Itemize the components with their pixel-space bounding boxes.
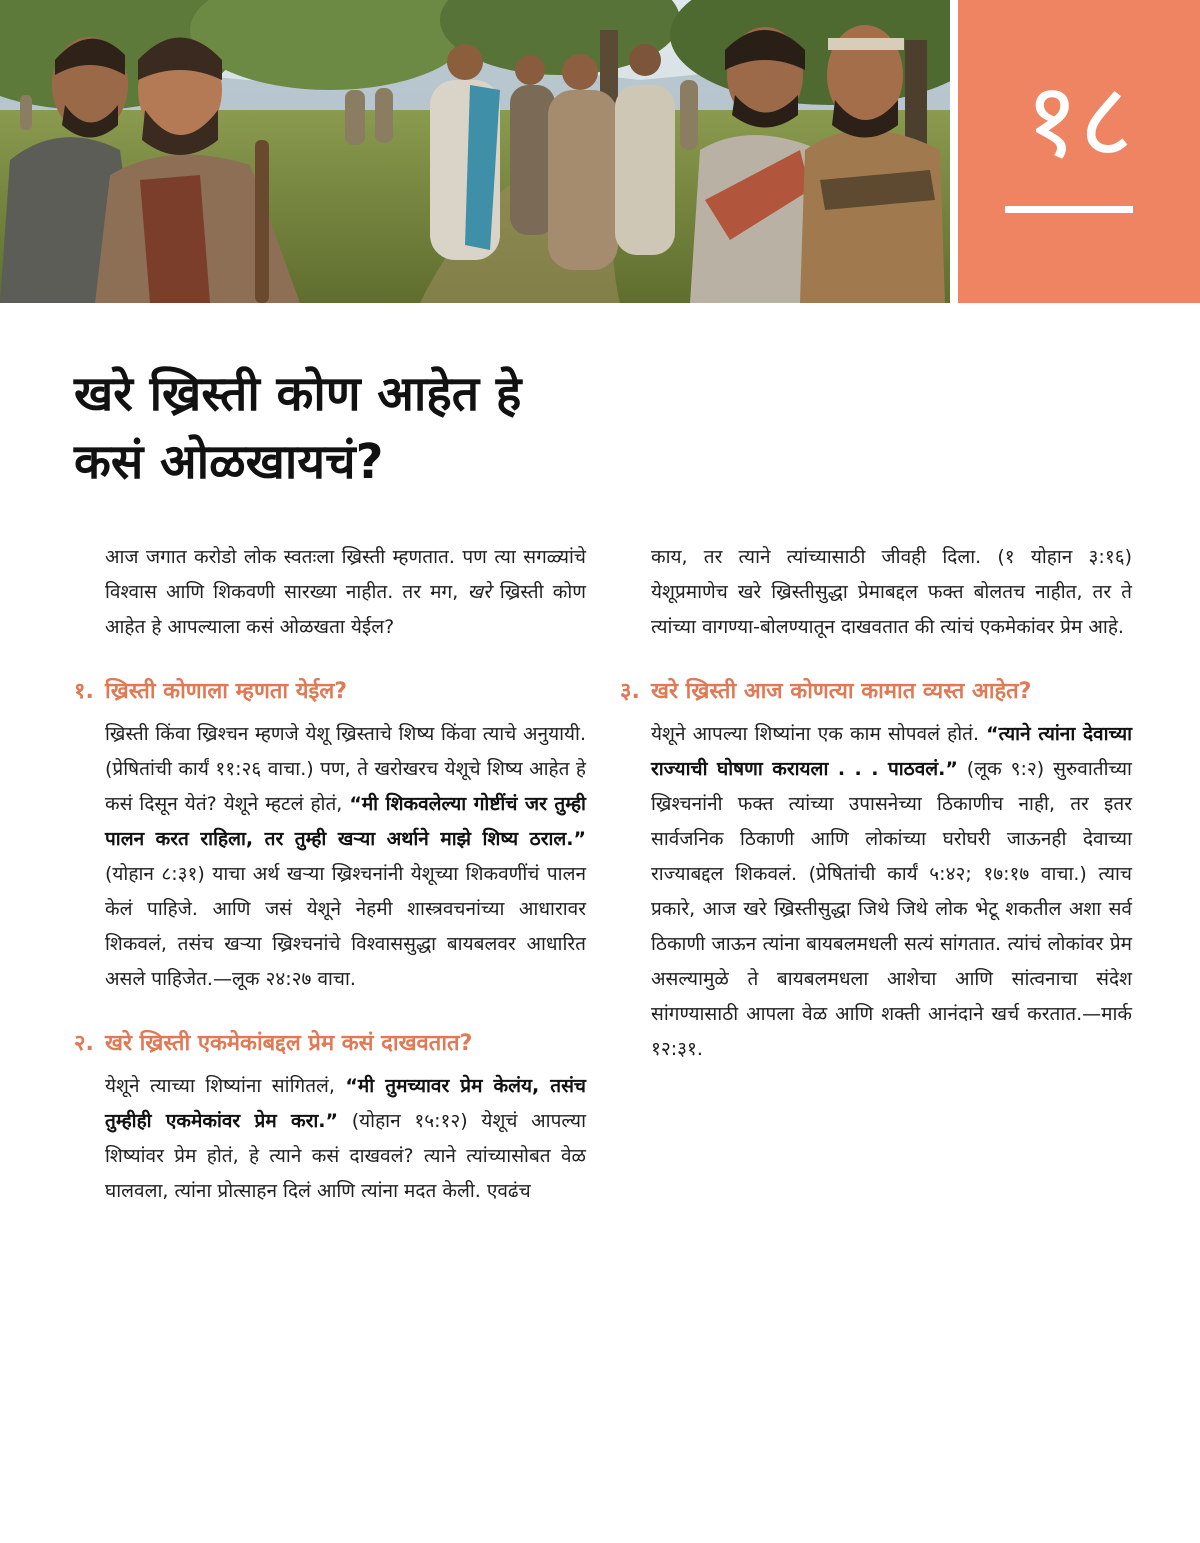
section-3-paragraph (651, 717, 1132, 1067)
section-3-heading-text: खरे ख्रिस्ती आज कोणत्या कामात व्यस्त आहेत? (651, 679, 1032, 704)
section-3-text-1: येशूने आपल्या शिष्यांना एक काम सोपवलं होतं. (651, 723, 987, 745)
section-3-quote: “त्याने त्यांना देवाच्या राज्याची घोषणा करायला . . . पाठवलं.” (651, 723, 1133, 780)
right-column (620, 540, 1132, 1093)
page-title-line2: कसं ओळखायचं? (74, 434, 384, 490)
lesson-number-underline (1005, 206, 1133, 213)
left-column (74, 540, 586, 1235)
section-1-number: १. (74, 679, 94, 704)
hero-image (0, 0, 950, 303)
section-2-continuation: काय, तर त्याने त्यांच्यासाठी जीवही दिला. (१ योहान ३:१६) येशूप्रमाणेच खरे ख्रिस्तीसुद्धा प्रेमाबद्दल फक्त बोलतच नाहीत, तर ते त्यांच्या वागण्या-बोलण्यातून दाखवतात की त्यांचं एकमेकांवर प्रेम आहे. (651, 546, 1132, 638)
section-2-paragraph (105, 1069, 586, 1209)
intro-text-2: ख्रिस्ती कोण आहेत हे आपल्याला कसं ओळखता येईल? (105, 581, 586, 638)
page-title (74, 360, 774, 496)
section-1-heading (74, 671, 586, 713)
intro-emphasis: खरे (467, 581, 491, 603)
section-1-quote: “मी शिकवलेल्या गोष्टींचं जर तुम्ही पालन करत राहिला, तर तुम्ही खऱ्या अर्थाने माझे शिष्य ठराल.” (105, 793, 586, 850)
lesson-number: १८ (1024, 59, 1134, 181)
lesson-number-box (958, 0, 1200, 303)
section-2-text-2: (योहान १५:१२) येशूचं आपल्या शिष्यांवर प्रेम होतं, हे त्याने कसं दाखवलं? त्याने त्यांच्यासोबत वेळ घालवला, त्यांना प्रोत्साहन दिलं आणि त्यांना मदत केली. एवढंच (105, 1110, 586, 1202)
page-title-line1: खरे ख्रिस्ती कोण आहेत हे (74, 366, 522, 422)
section-3-heading (620, 671, 1132, 713)
section-2-heading-text: खरे ख्रिस्ती एकमेकांबद्दल प्रेम कसं दाखवतात? (105, 1031, 473, 1056)
section-1-text-2: (योहान ८:३१) याचा अर्थ खऱ्या ख्रिश्चनांनी येशूच्या शिकवणींचं पालन केलं पाहिजे. आणि जसं येशूने नेहमी शास्त्रवचनांच्या आधारावर शिकवलं, तसंच खऱ्या ख्रिश्चनांचे विश्वाससुद्धा बायबलवर आधारित असले पाहिजेत.—लूक २४:२७ वाचा. (105, 863, 586, 990)
section-3-text-2: (लूक ९:२) सुरुवातीच्या ख्रिश्चनांनी फक्त त्यांच्या उपासनेच्या ठिकाणीच नाही, तर इतर सार्वजनिक ठिकाणी आणि लोकांच्या घरोघरी जाऊनही देवाच्या राज्याबद्दल शिकवलं. (प्रेषितांची कार्यं ५:४२; १७:१७ वाचा.) त्याच प्रकारे, आज खरे ख्रिस्तीसुद्धा जिथे जिथे लोक भेटू शकतील अशा सर्व ठिकाणी जाऊन त्यांना बायबलमधली सत्यं सांगतात. त्यांचं लोकांवर प्रेम असल्यामुळे ते बायबलमधला आशेचा आणि सांत्वनाचा संदेश सांगण्यासाठी आपला वेळ आणि शक्ती आनंदाने खर्च करतात.—मार्क १२:३१. (651, 758, 1132, 1060)
section-2-text-1: येशूने त्याच्या शिष्यांना सांगितलं, (105, 1075, 346, 1097)
section-2-quote: “मी तुमच्यावर प्रेम केलंय, तसंच तुम्हीही एकमेकांवर प्रेम करा.” (105, 1075, 586, 1132)
section-1-paragraph (105, 717, 586, 997)
section-3-number: ३. (620, 679, 640, 704)
section-2-heading (74, 1023, 586, 1065)
section-1-text-1: ख्रिस्ती किंवा ख्रिश्चन म्हणजे येशू ख्रिस्ताचे शिष्य किंवा त्याचे अनुयायी. (प्रेषितांची कार्यं ११:२६ वाचा.) पण, ते खरोखरच येशूचे शिष्य आहेत हे कसं दिसून येतं? येशूने म्हटलं होतं, (105, 723, 586, 815)
intro-text-1: आज जगात करोडो लोक स्वतःला ख्रिस्ती म्हणतात. पण त्या सगळ्यांचे विश्वास आणि शिकवणी सारख्या नाहीत. तर मग, (105, 546, 586, 603)
section-1-heading-text: ख्रिस्ती कोणाला म्हणता येईल? (105, 679, 348, 704)
section-2-number: २. (74, 1031, 94, 1056)
intro-paragraph (105, 540, 586, 645)
